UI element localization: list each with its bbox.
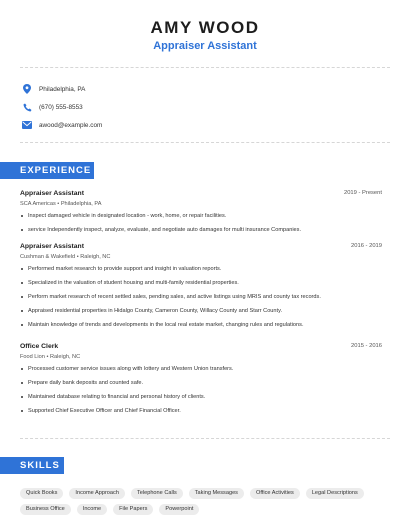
job-company: Food Lion xyxy=(20,354,45,360)
job-bullet: Specialized in the valuation of student housing and multi-family residential properties. xyxy=(20,280,382,286)
skill-chip: Taking Messages xyxy=(189,488,244,499)
job-title: Appraiser Assistant xyxy=(20,190,84,197)
skill-chip: Income Approach xyxy=(69,488,125,499)
job-entry xyxy=(20,190,382,233)
email-icon xyxy=(22,120,32,130)
skill-chip: Quick Books xyxy=(20,488,63,499)
skill-chip: Powerpoint xyxy=(159,504,199,515)
skill-chip: Business Office xyxy=(20,504,71,515)
job-title-heading: Appraiser Assistant xyxy=(153,40,257,52)
divider xyxy=(20,67,390,68)
job-employer: SCA Americas • Philadelphia, PA xyxy=(20,201,102,207)
job-location: Raleigh, NC xyxy=(49,354,81,360)
contact-location-text: Philadelphia, PA xyxy=(39,85,86,93)
experience-section-heading: EXPERIENCE xyxy=(0,162,94,179)
job-title: Office Clerk xyxy=(20,343,59,350)
job-bullet: Processed customer service issues along with lottery and Western Union transfers. xyxy=(20,366,382,372)
job-employer: Food Lion • Raleigh, NC xyxy=(20,354,81,360)
job-bullet: Performed market research to provide support and insight in valuation reports. xyxy=(20,266,382,272)
skill-chip: Telephone Calls xyxy=(131,488,183,499)
job-company: Cushman & Wakefield xyxy=(20,254,76,260)
job-location: Philadelphia, PA xyxy=(60,201,102,207)
job-bullet: Prepare daily bank deposits and counted safe. xyxy=(20,380,382,386)
job-entry xyxy=(20,243,382,328)
job-bullet: Perform market research of recent settled sales, pending sales, and active listings using MRIS and county tax records. xyxy=(20,294,382,300)
job-dates: 2019 - Present xyxy=(343,190,382,196)
divider xyxy=(20,438,390,439)
contact-phone-text: (670) 555-8553 xyxy=(39,103,83,111)
job-entry xyxy=(20,343,382,414)
job-employer: Cushman & Wakefield • Raleigh, NC xyxy=(20,254,111,260)
contact-location xyxy=(22,82,85,96)
job-bullet: Inspect damaged vehicle in designated location - work, home, or repair facilities. xyxy=(20,213,382,219)
job-dates: 2015 - 2016 xyxy=(351,343,382,349)
job-title: Appraiser Assistant xyxy=(20,243,84,250)
skills-list xyxy=(20,488,390,520)
job-bullet: Maintained database relating to financial and personal history of clients. xyxy=(20,394,382,400)
phone-icon xyxy=(22,102,32,112)
job-bullet: Appraised residential properties in Hidalgo County, Cameron County, Willacy County and Starr County. xyxy=(20,308,382,314)
contact-email xyxy=(22,118,102,132)
job-bullet: Maintain knowledge of trends and developments in the local real estate market, changing rules and regulations. xyxy=(20,322,382,328)
skill-chip: Office Activities xyxy=(250,488,300,499)
job-bullet: Supported Chief Executive Officer and Chief Financial Officer. xyxy=(20,408,382,414)
location-pin-icon xyxy=(22,84,32,94)
contact-email-text: awood@example.com xyxy=(39,121,103,129)
job-company: SCA Americas xyxy=(20,201,56,207)
job-location: Raleigh, NC xyxy=(80,254,111,260)
divider xyxy=(20,142,390,143)
job-bullet: service Independently inspect, analyze, evaluate, and negotiate auto damages for multi insurance Companies. xyxy=(20,227,382,233)
skill-chip: File Papers xyxy=(113,504,153,515)
skills-section-heading: SKILLS xyxy=(0,457,64,474)
skill-chip: Income xyxy=(77,504,107,515)
candidate-name: AMY WOOD xyxy=(150,18,260,37)
job-dates: 2016 - 2019 xyxy=(351,243,382,249)
skill-chip: Legal Descriptions xyxy=(306,488,364,499)
contact-phone xyxy=(22,100,83,114)
